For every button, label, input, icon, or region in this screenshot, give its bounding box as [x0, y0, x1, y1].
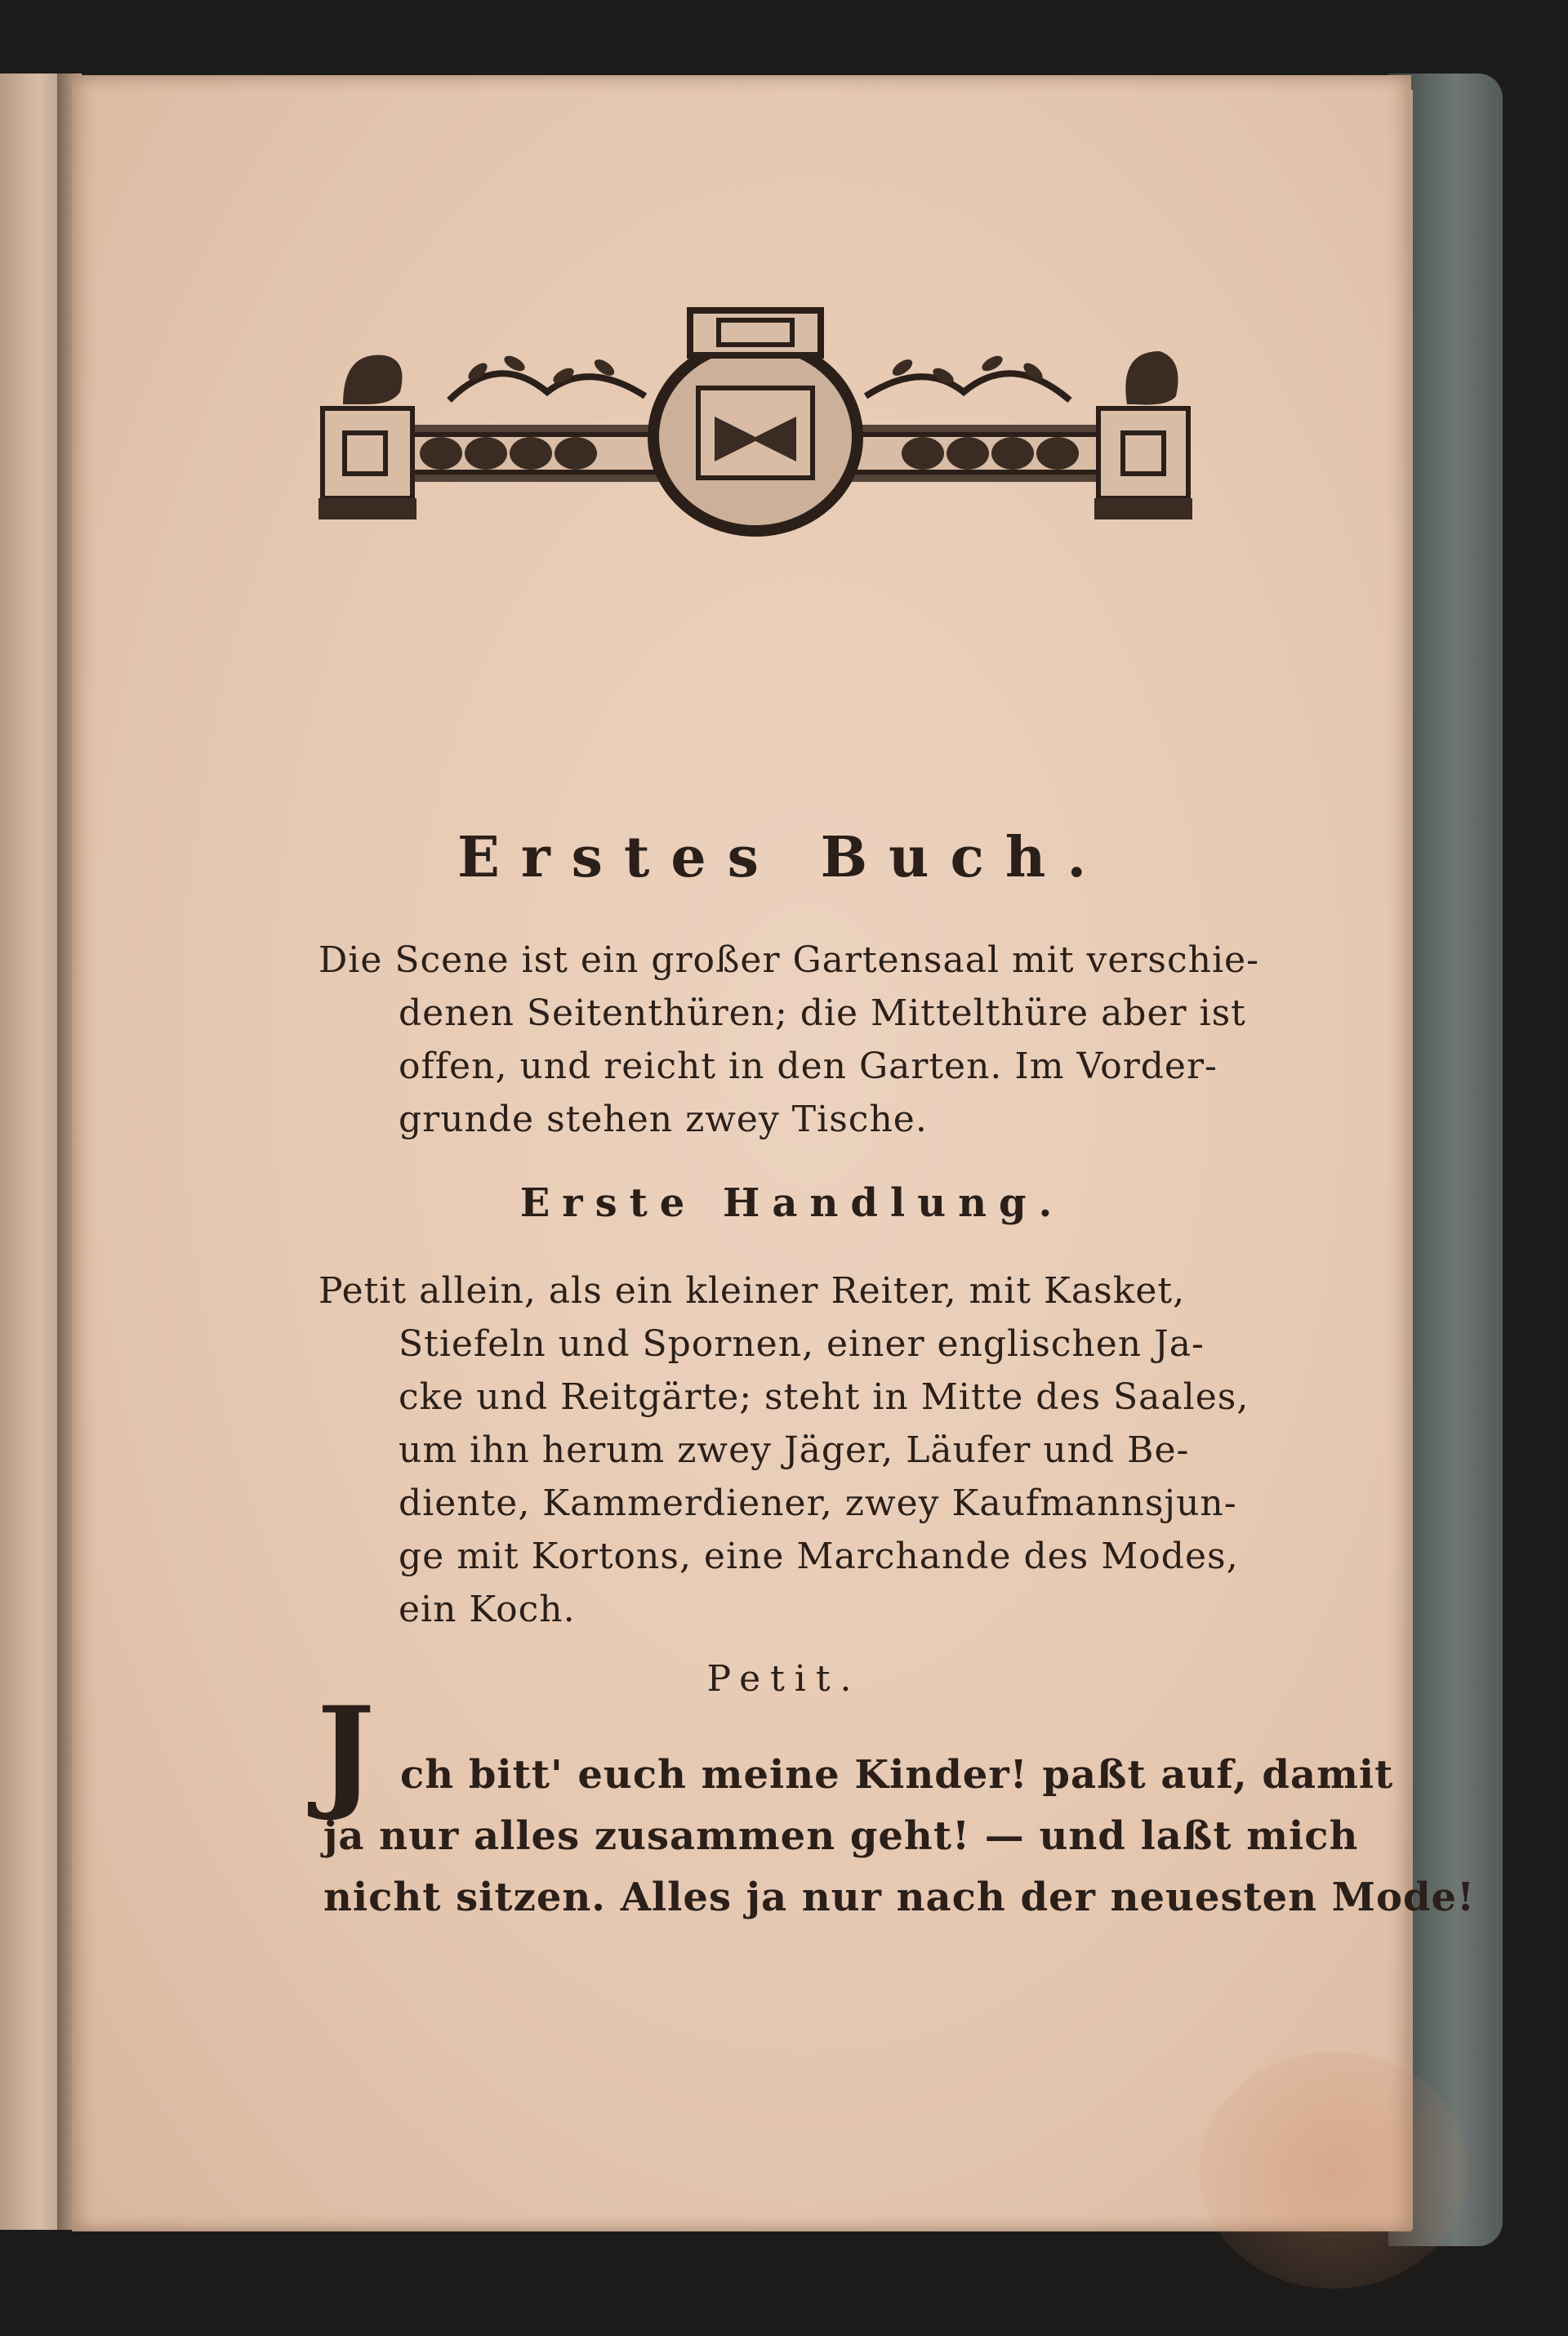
- speaker-name: Petit.: [706, 1658, 862, 1700]
- scene-line-1: Die Scene ist ein großer Gartensaal mit verschie-: [318, 939, 1259, 981]
- facing-page-edge: [0, 74, 65, 2230]
- drop-cap: J: [317, 1680, 375, 1824]
- cast-line-3: cke und Reitgärte; steht in Mitte des Saales,: [399, 1376, 1250, 1418]
- speech-line-1: ch bitt' euch meine Kinder! paßt auf, damit: [400, 1752, 1394, 1798]
- woodcut-headpiece-icon: [318, 302, 1192, 539]
- section-title: Erstes Buch.: [457, 825, 1108, 890]
- speech-line-3: nicht sitzen. Alles ja nur nach der neuesten Mode!: [323, 1875, 1476, 1920]
- cast-line-2: Stiefeln und Spornen, einer englischen Ja-: [399, 1323, 1205, 1365]
- scene-line-2: denen Seitenthüren; die Mittelthüre aber ist: [399, 992, 1246, 1034]
- cast-line-7: ein Koch.: [399, 1589, 576, 1630]
- scene-line-4: grunde stehen zwey Tische.: [399, 1099, 928, 1140]
- cast-line-6: ge mit Kortons, eine Marchande des Modes,: [399, 1536, 1239, 1577]
- paper-stain: [1199, 2052, 1468, 2289]
- cast-line-1: Petit allein, als ein kleiner Reiter, mit Kasket,: [318, 1270, 1186, 1312]
- speech-line-2: ja nur alles zusammen geht! — und laßt mich: [323, 1813, 1359, 1859]
- cast-line-5: diente, Kammerdiener, zwey Kaufmannsjun-: [399, 1482, 1237, 1524]
- scene-line-3: offen, und reicht in den Garten. Im Vorder-: [399, 1045, 1218, 1087]
- cast-line-4: um ihn herum zwey Jäger, Läufer und Be-: [399, 1429, 1190, 1471]
- act-heading: Erste Handlung.: [519, 1180, 1065, 1226]
